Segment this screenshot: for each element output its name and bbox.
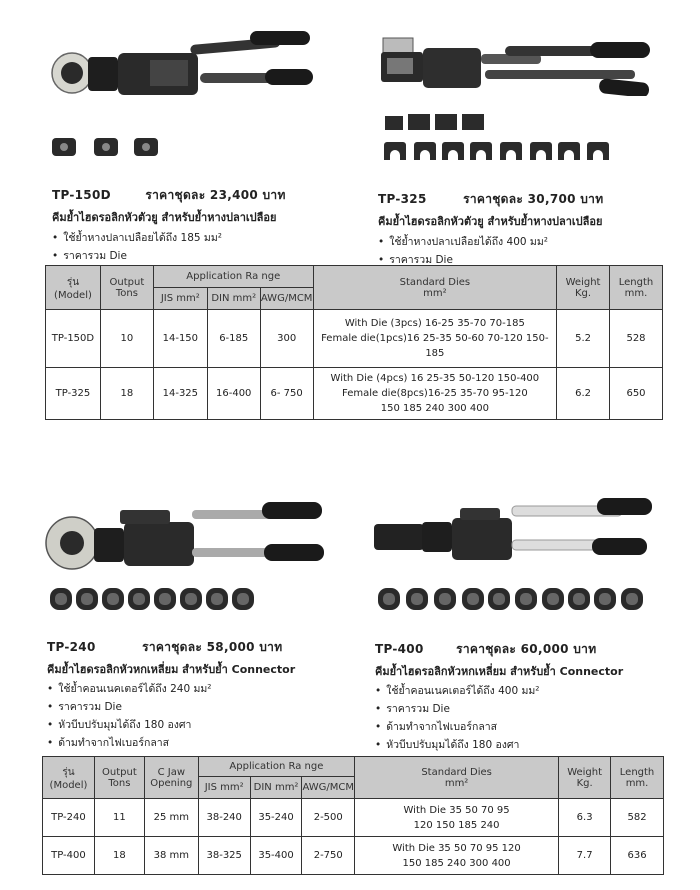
die [128,588,150,610]
female-die [558,142,580,160]
die [232,588,254,610]
die [515,588,537,610]
price: ราคาชุดละ 58,000 บาท [142,640,283,654]
header-standard-dies: Standard Dies mm² [313,266,556,310]
feature-bullet: • ราคารวม Die [375,700,690,718]
cell-din: 35-400 [250,837,302,875]
die [542,588,564,610]
die [50,588,72,610]
tp325-info [378,190,688,269]
cell-tons: 18 [100,368,153,420]
cell-cjaw: 25 mm [144,799,198,837]
female-die [587,142,609,160]
product-title [52,186,352,205]
model-name: TP-240 [47,640,96,654]
header-awg: AWG/MCM [302,777,355,799]
tp400-die-set [378,588,648,614]
table-row [46,310,663,368]
product-description: คีมย้ำไฮดรอลิกหัวหกเหลี่ยม สำหรับย้ำ Connector [47,663,296,676]
cell-din: 35-240 [250,799,302,837]
tp240-tool-image [42,498,327,578]
feature-bullet: • ใช้ย้ำหางปลาเปลือยได้ถึง 400 มม² [378,233,688,251]
die [206,588,228,610]
die [434,588,456,610]
female-die [530,142,552,160]
cell-awg: 2-750 [302,837,355,875]
die [154,588,176,610]
cell-awg: 6- 750 [260,368,313,420]
cell-jis: 38-240 [198,799,250,837]
table-row [43,799,664,837]
header-din: DIN mm² [207,288,260,310]
header-cjaw: C Jaw Opening [144,757,198,799]
die [488,588,510,610]
cell-jis: 14-325 [153,368,207,420]
die [134,138,158,156]
die [462,114,484,130]
price: ราคาชุดละ 23,400 บาท [145,188,286,202]
feature-bullet: • ใช้ย้ำคอนเนคเตอร์ได้ถึง 400 มม² [375,682,690,700]
feature-bullet: • ด้ามทำจากไฟเบอร์กลาส [375,718,690,736]
tp240-info [47,638,357,752]
tp400-tool-image [372,492,657,572]
cell-dies: With Die (3pcs) 16-25 35-70 70-185 Female die(1pcs)16 25-35 50-60 70-120 150-185 [313,310,556,368]
die [594,588,616,610]
feature-bullet: • หัวบีบปรับมุมได้ถึง 180 องศา [375,736,690,754]
cell-cjaw: 38 mm [144,837,198,875]
die [435,114,457,130]
cell-weight: 6.3 [559,799,611,837]
header-application-range: Application Ra nge [198,757,354,777]
cell-dies: With Die (4pcs) 16 25-35 50-120 150-400 Female die(8pcs)16-25 35-70 95-120 150 185 240 300 400 [313,368,556,420]
table-row [43,837,664,875]
feature-bullet: • ด้ามทำจากไฟเบอร์กลาส [47,734,357,752]
cell-model: TP-240 [43,799,95,837]
cell-tons: 11 [94,799,144,837]
cell-weight: 7.7 [559,837,611,875]
tp150d-info [52,186,352,265]
die [102,588,124,610]
table-row [46,368,663,420]
header-output: Output Tons [94,757,144,799]
product-description: คีมย้ำไฮดรอลิกหัวหกเหลี่ยม สำหรับย้ำ Connector [375,665,624,678]
cell-awg: 2-500 [302,799,355,837]
die [406,588,428,610]
die [408,114,430,130]
header-length: Length mm. [610,266,663,310]
die [385,116,403,130]
cell-dies: With Die 35 50 70 95 120 150 185 240 300 400 [355,837,559,875]
cell-dies: With Die 35 50 70 95 120 150 185 240 [355,799,559,837]
cell-awg: 300 [260,310,313,368]
cell-model: TP-400 [43,837,95,875]
header-weight: Weight Kg. [557,266,610,310]
cell-length: 650 [610,368,663,420]
product-title [47,638,357,657]
die [180,588,202,610]
feature-bullet: • ราคารวม Die [47,698,357,716]
cell-jis: 14-150 [153,310,207,368]
header-jis: JIS mm² [198,777,250,799]
price: ราคาชุดละ 30,700 บาท [463,192,604,206]
header-din: DIN mm² [250,777,302,799]
female-die [414,142,436,160]
header-awg: AWG/MCM [260,288,313,310]
cell-length: 636 [611,837,664,875]
model-name: TP-325 [378,192,427,206]
cell-weight: 6.2 [557,368,610,420]
die [378,588,400,610]
female-die [442,142,464,160]
cell-jis: 38-325 [198,837,250,875]
cell-tons: 10 [100,310,153,368]
feature-bullet: • ราคารวม Die [378,251,688,269]
tp150d-tool-image [50,25,315,100]
feature-bullet: • ราคารวม Die [52,247,352,265]
tp240-die-set [50,588,260,614]
cell-tons: 18 [94,837,144,875]
feature-bullet: • ใช้ย้ำคอนเนคเตอร์ได้ถึง 240 มม² [47,680,357,698]
female-die [470,142,492,160]
price: ราคาชุดละ 60,000 บาท [456,642,597,656]
die [52,138,76,156]
spec-table-top [45,265,663,420]
cell-model: TP-150D [46,310,101,368]
header-jis: JIS mm² [153,288,207,310]
female-die [384,142,406,160]
feature-bullet: • หัวบีบปรับมุมได้ถึง 180 องศา [47,716,357,734]
die [621,588,643,610]
cell-length: 528 [610,310,663,368]
header-standard-dies: Standard Dies mm² [355,757,559,799]
cell-din: 16-400 [207,368,260,420]
header-output: Output Tons [100,266,153,310]
feature-bullet: • ใช้ย้ำหางปลาเปลือยได้ถึง 185 มม² [52,229,352,247]
header-application-range: Application Ra nge [153,266,313,288]
header-model: รุ่น (Model) [43,757,95,799]
tp325-tool-image [375,28,655,96]
die [94,138,118,156]
cell-model: TP-325 [46,368,101,420]
header-length: Length mm. [611,757,664,799]
header-model: รุ่น (Model) [46,266,101,310]
model-name: TP-150D [52,188,111,202]
header-weight: Weight Kg. [559,757,611,799]
tp325-die-set [380,110,620,165]
model-name: TP-400 [375,642,424,656]
cell-length: 582 [611,799,664,837]
product-title [378,190,688,209]
die [462,588,484,610]
product-title [375,640,690,659]
die [568,588,590,610]
tp150d-die-set [52,138,162,160]
cell-din: 6-185 [207,310,260,368]
die [76,588,98,610]
product-description: คีมย้ำไฮดรอลิกหัวตัวยู สำหรับย้ำหางปลาเปลือย [378,215,603,228]
product-description: คีมย้ำไฮดรอลิกหัวตัวยู สำหรับย้ำหางปลาเปลือย [52,211,277,224]
spec-table-bottom [42,756,664,875]
female-die [500,142,522,160]
cell-weight: 5.2 [557,310,610,368]
tp400-info [375,640,690,754]
